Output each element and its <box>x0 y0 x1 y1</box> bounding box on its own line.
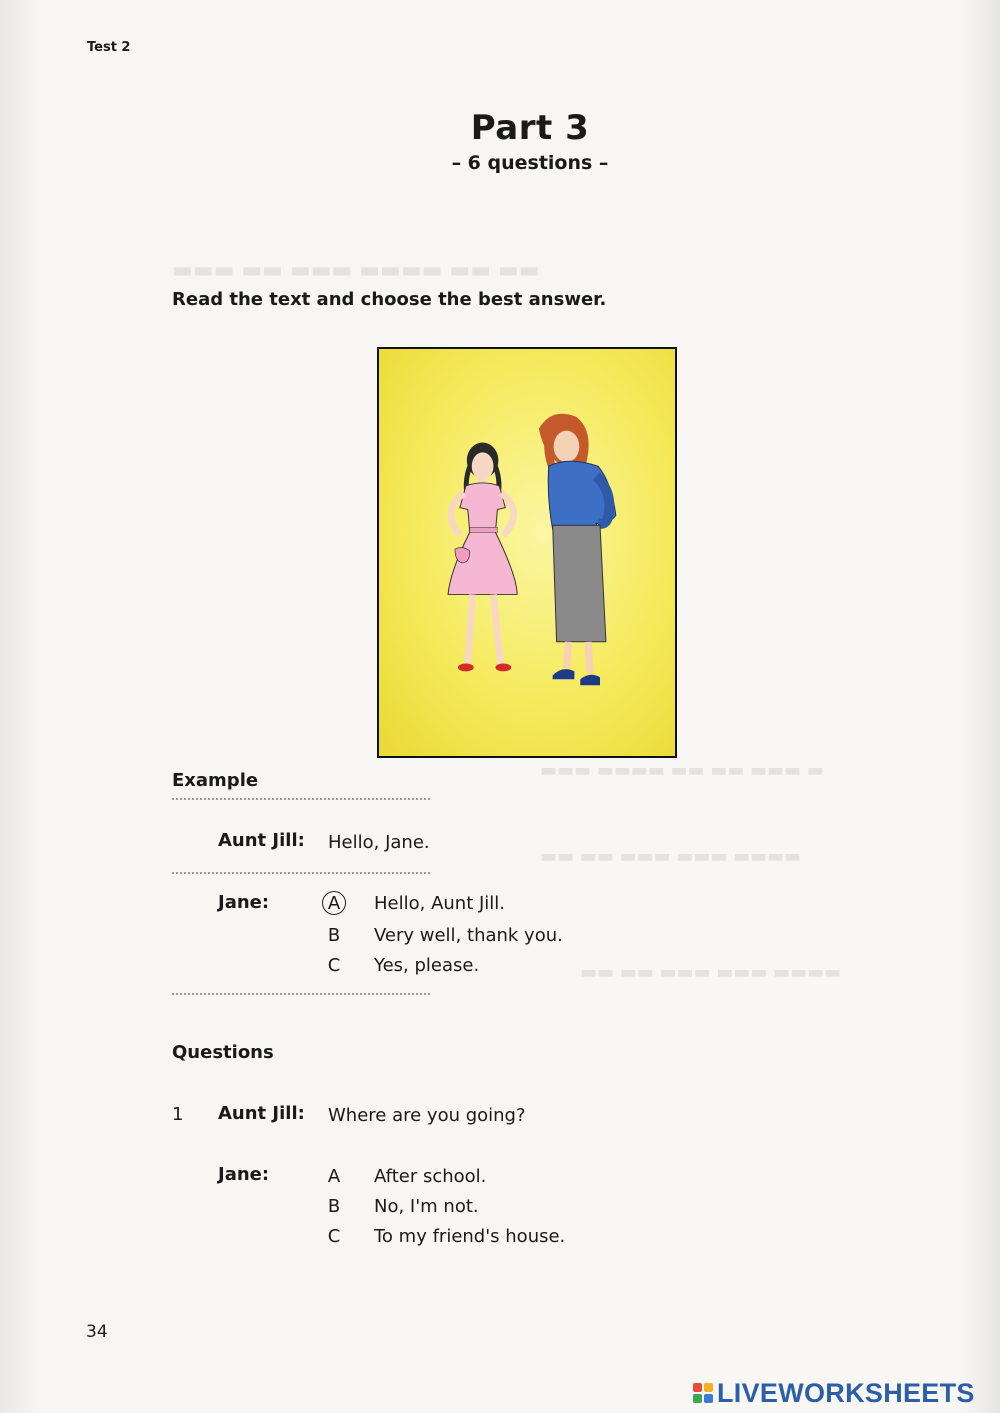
question-number: 1 <box>172 1104 184 1125</box>
example-heading: Example <box>172 770 259 791</box>
divider <box>172 798 430 800</box>
question-1-option-a-text[interactable]: After school. <box>374 1166 487 1187</box>
example-option-b-text[interactable]: Very well, thank you. <box>374 925 563 946</box>
example-option-a-letter-selected[interactable]: A <box>322 891 346 915</box>
logo-square-icon <box>704 1383 713 1392</box>
example-option-b-letter[interactable]: B <box>327 925 341 946</box>
logo-grid-icon <box>693 1383 713 1403</box>
liveworksheets-logo[interactable] <box>693 1379 975 1407</box>
bleed-through: ▬▬▬ ▬▬ ▬▬▬ ▬▬▬▬ ▬▬ ▬▬ <box>172 258 540 283</box>
example-option-a-text[interactable]: Hello, Aunt Jill. <box>374 893 506 914</box>
bleed-through: ▬▬ ▬▬ ▬▬▬ ▬▬▬ ▬▬▬▬ <box>580 962 841 983</box>
divider <box>172 993 430 995</box>
part-subtitle: – 6 questions – <box>451 152 609 174</box>
example-answer-speaker: Jane: <box>218 892 270 913</box>
test-label: Test 2 <box>87 40 131 55</box>
divider <box>172 872 430 874</box>
question-1-option-b-letter[interactable]: B <box>327 1196 341 1217</box>
example-prompt-text: Hello, Jane. <box>328 832 430 853</box>
page-number: 34 <box>86 1322 108 1342</box>
logo-square-icon <box>693 1383 702 1392</box>
question-1-option-a-letter[interactable]: A <box>327 1166 341 1187</box>
instruction-text: Read the text and choose the best answer. <box>172 289 607 310</box>
questions-heading: Questions <box>172 1042 274 1063</box>
example-prompt-speaker: Aunt Jill: <box>218 830 305 851</box>
question-1-option-b-text[interactable]: No, I'm not. <box>374 1196 479 1217</box>
example-option-c-letter[interactable]: C <box>327 955 341 976</box>
logo-square-icon <box>693 1394 702 1403</box>
bleed-through: ▬▬ ▬▬ ▬▬▬ ▬▬▬ ▬▬▬▬ <box>540 846 801 867</box>
question-1-answer-speaker: Jane: <box>218 1164 270 1185</box>
girl-and-aunt-illustration <box>379 349 675 756</box>
logo-square-icon <box>704 1394 713 1403</box>
question-1-prompt-speaker: Aunt Jill: <box>218 1103 305 1124</box>
example-option-c-text[interactable]: Yes, please. <box>374 955 480 976</box>
brand-name: LIVEWORKSHEETS <box>717 1377 975 1408</box>
question-1-prompt-text: Where are you going? <box>328 1105 526 1126</box>
question-1-option-c-text[interactable]: To my friend's house. <box>374 1226 566 1247</box>
part-title: Part 3 <box>470 108 590 148</box>
illustration <box>377 347 677 758</box>
bleed-through: ▬▬▬ ▬▬▬▬ ▬▬ ▬▬ ▬▬▬ ▬ <box>540 760 824 781</box>
question-1-option-c-letter[interactable]: C <box>327 1226 341 1247</box>
